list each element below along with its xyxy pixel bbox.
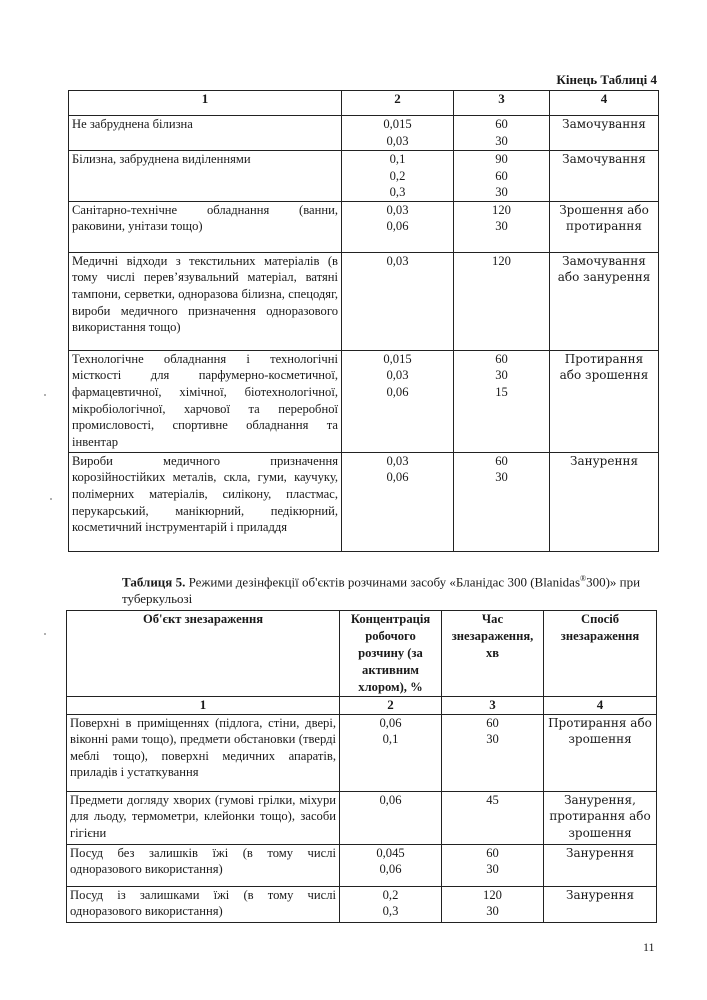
concentration-value: 0,2 [389, 168, 406, 183]
column-number: 4 [550, 91, 659, 116]
time-cell [442, 886, 544, 922]
concentration-value: 0,045 [376, 845, 405, 860]
concentration-value: 0,03 [386, 253, 409, 268]
time-value: 60 [495, 117, 508, 131]
concentration-value: 0,3 [382, 904, 399, 919]
header-method: Спосіб знезараження [544, 611, 657, 697]
table-row [67, 714, 657, 791]
concentration-value: 0,015 [383, 351, 412, 366]
concentration-value: 0,015 [383, 117, 412, 131]
page-number: 11 [643, 940, 655, 954]
object-cell: Вироби медичного призначення корозійностійких металів, скла, гуми, каучуку, полімерних матеріалів, силікону, пластмас, перукарський, манікюрний, педікюрний, косметичний інструментарій і приладдя [69, 452, 342, 551]
time-value: 30 [495, 368, 508, 383]
table-row [69, 452, 659, 551]
concentration-cell [342, 452, 454, 551]
concentration-cell [342, 201, 454, 252]
object-cell: Технологічне обладнання і технологічні місткості для парфумерно-косметичної, фармацевтичної, хімічної, біотехнологічної, мікробіологічної, харчової та переробної промисловості, спортивне обладнання та інвентар [69, 350, 342, 452]
header-object: Об'єкт знезараження [67, 611, 340, 697]
column-number: 4 [544, 697, 657, 715]
time-cell [442, 791, 544, 844]
table5-title-label: Таблиця 5. [122, 574, 186, 590]
time-cell [454, 252, 550, 350]
time-value: 30 [486, 862, 499, 877]
method-cell: Занурення [544, 886, 657, 922]
time-value: 90 [495, 152, 508, 166]
registered-mark: ® [580, 574, 587, 583]
time-value: 30 [495, 185, 508, 200]
object-cell: Санітарно-технічне обладнання (ванни, раковини, унітази тощо) [69, 201, 342, 252]
table-row [69, 201, 659, 252]
time-value: 30 [486, 732, 499, 747]
concentration-value: 0,03 [386, 453, 409, 468]
concentration-value: 0,06 [386, 470, 409, 485]
method-cell: Занурення [550, 452, 659, 551]
time-value: 120 [483, 887, 502, 902]
concentration-value: 0,06 [379, 792, 402, 807]
time-cell [454, 201, 550, 252]
time-value: 60 [495, 168, 508, 183]
concentration-value: 0,06 [386, 384, 409, 399]
object-cell: Посуд без залишків їжі (в тому числі одноразового використання) [67, 844, 340, 886]
table5-title-end: 300)» при туберкульозі [122, 574, 641, 607]
time-value: 60 [495, 351, 508, 366]
concentration-value: 0,06 [379, 862, 402, 877]
scan-speck [44, 394, 46, 396]
method-cell: Занурення, протирання або зрошення [544, 791, 657, 844]
concentration-cell [342, 116, 454, 151]
object-cell: Предмети догляду хворих (гумові грілки, міхури для льоду, термометри, клейонки тощо), засоби гігієни [67, 791, 340, 844]
scan-speck [50, 498, 52, 500]
table-row [69, 252, 659, 350]
object-cell: Посуд із залишками їжі (в тому числі одноразового використання) [67, 886, 340, 922]
concentration-value: 0,2 [382, 887, 399, 902]
method-cell: Замочування [550, 151, 659, 202]
table4-column-numbers [69, 91, 659, 116]
time-value: 60 [495, 453, 508, 468]
table-row [67, 886, 657, 922]
time-cell [442, 714, 544, 791]
table5-title [66, 570, 666, 607]
method-cell: Занурення [544, 844, 657, 886]
method-cell: Замочування або занурення [550, 252, 659, 350]
object-cell: Не забруднена білизна [69, 116, 342, 151]
method-cell: Протирання або зрошення [550, 350, 659, 452]
method-cell: Протирання або зрошення [544, 714, 657, 791]
table5-column-numbers [67, 697, 657, 715]
time-cell [454, 151, 550, 202]
column-number: 2 [342, 91, 454, 116]
concentration-value: 0,1 [382, 732, 399, 747]
table5-header-row [67, 611, 657, 697]
time-value: 30 [486, 904, 499, 919]
object-cell: Білизна, забруднена виділеннями [69, 151, 342, 202]
table-row [69, 151, 659, 202]
concentration-value: 0,1 [389, 152, 406, 166]
time-value: 15 [495, 384, 508, 399]
concentration-value: 0,03 [386, 368, 409, 383]
concentration-cell [342, 350, 454, 452]
table-row [69, 116, 659, 151]
time-cell [454, 350, 550, 452]
header-concentration: Концентрація робочого розчину (за активним хлором), % [340, 611, 442, 697]
concentration-value: 0,03 [386, 133, 409, 148]
concentration-cell [342, 252, 454, 350]
column-number: 3 [454, 91, 550, 116]
time-value: 120 [492, 202, 511, 217]
column-number: 3 [442, 697, 544, 715]
concentration-value: 0,06 [379, 715, 402, 730]
table-row [67, 791, 657, 844]
method-cell: Замочування [550, 116, 659, 151]
object-cell: Медичні відходи з текстильних матеріалів (в тому числі перев’язувальний матеріал, ватяні тампони, серветки, одноразова білизна, спецодяг, вироби медичного призначення одноразового використання тощо) [69, 252, 342, 350]
table-row [67, 844, 657, 886]
time-cell [454, 116, 550, 151]
concentration-value: 0,3 [389, 185, 406, 200]
time-cell [442, 844, 544, 886]
column-number: 1 [69, 91, 342, 116]
time-value: 30 [495, 133, 508, 148]
time-cell [454, 452, 550, 551]
concentration-cell [342, 151, 454, 202]
column-number: 2 [340, 697, 442, 715]
column-number: 1 [67, 697, 340, 715]
scan-speck [44, 633, 46, 635]
concentration-cell [340, 791, 442, 844]
table4-caption: Кінець Таблиці 4 [556, 72, 657, 87]
concentration-cell [340, 844, 442, 886]
time-value: 45 [486, 792, 499, 807]
table-5 [66, 610, 657, 923]
method-cell: Зрошення або протирання [550, 201, 659, 252]
time-value: 30 [495, 470, 508, 485]
concentration-value: 0,06 [386, 219, 409, 234]
header-time: Час знезараження, хв [442, 611, 544, 697]
concentration-cell [340, 714, 442, 791]
object-cell: Поверхні в приміщеннях (підлога, стіни, двері, віконні рами тощо), предмети обстановки (тверді меблі тощо), поверхні медичних апаратів, приладів і устаткування [67, 714, 340, 791]
time-value: 120 [492, 253, 511, 268]
time-value: 60 [486, 715, 499, 730]
time-value: 60 [486, 845, 499, 860]
concentration-value: 0,03 [386, 202, 409, 217]
table-4 [68, 90, 659, 552]
concentration-cell [340, 886, 442, 922]
table-row [69, 350, 659, 452]
time-value: 30 [495, 219, 508, 234]
table5-title-text: Режими дезінфекції об'єктів розчинами засобу «Бланідас 300 (Blanidas [185, 574, 581, 590]
